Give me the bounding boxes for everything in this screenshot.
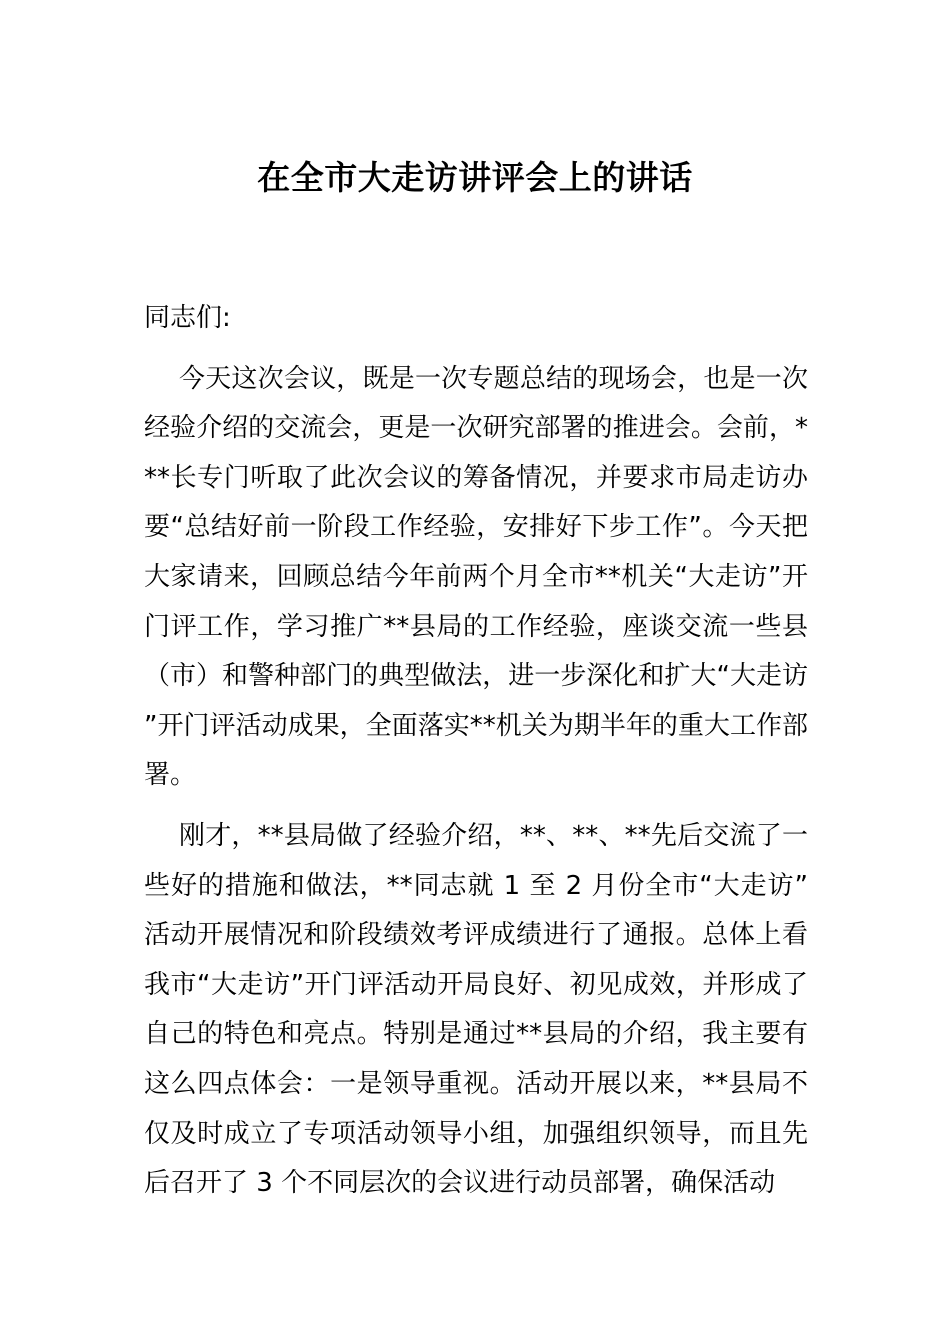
salutation: 同志们:	[144, 303, 231, 333]
document-body	[144, 294, 808, 1220]
document-title: 在全市大走访讲评会上的讲话	[257, 158, 693, 197]
paragraph-2: 刚才，**县局做了经验介绍，**、**、**先后交流了一些好的措施和做法，**同志就 1 至 2 月份全市“大走访”活动开展情况和阶段绩效考评成绩进行了通报。总体上看我市“大走访”开门评活动开局良好、初见成效，并形成了自己的特色和亮点。特别是通过**县局的介绍，我主要有这么四点体会：一是领导重视。活动开展以来，**县局不仅及时成立了专项活动领导小组，加强组织领导，而且先后召开了 3 个不同层次的会议进行动员部署，确保活动	[144, 820, 808, 1199]
paragraph-1: 今天这次会议，既是一次专题总结的现场会，也是一次经验介绍的交流会，更是一次研究部署的推进会。会前，***长专门听取了此次会议的筹备情况，并要求市局走访办要“总结好前一阶段工作经验，安排好下步工作”。今天把大家请来，回顾总结今年前两个月全市**机关“大走访”开门评工作，学习推广**县局的工作经验，座谈交流一些县（市）和警种部门的典型做法，进一步深化和扩大“大走访”开门评活动成果，全面落实**机关为期半年的重大工作部署。	[144, 363, 808, 791]
